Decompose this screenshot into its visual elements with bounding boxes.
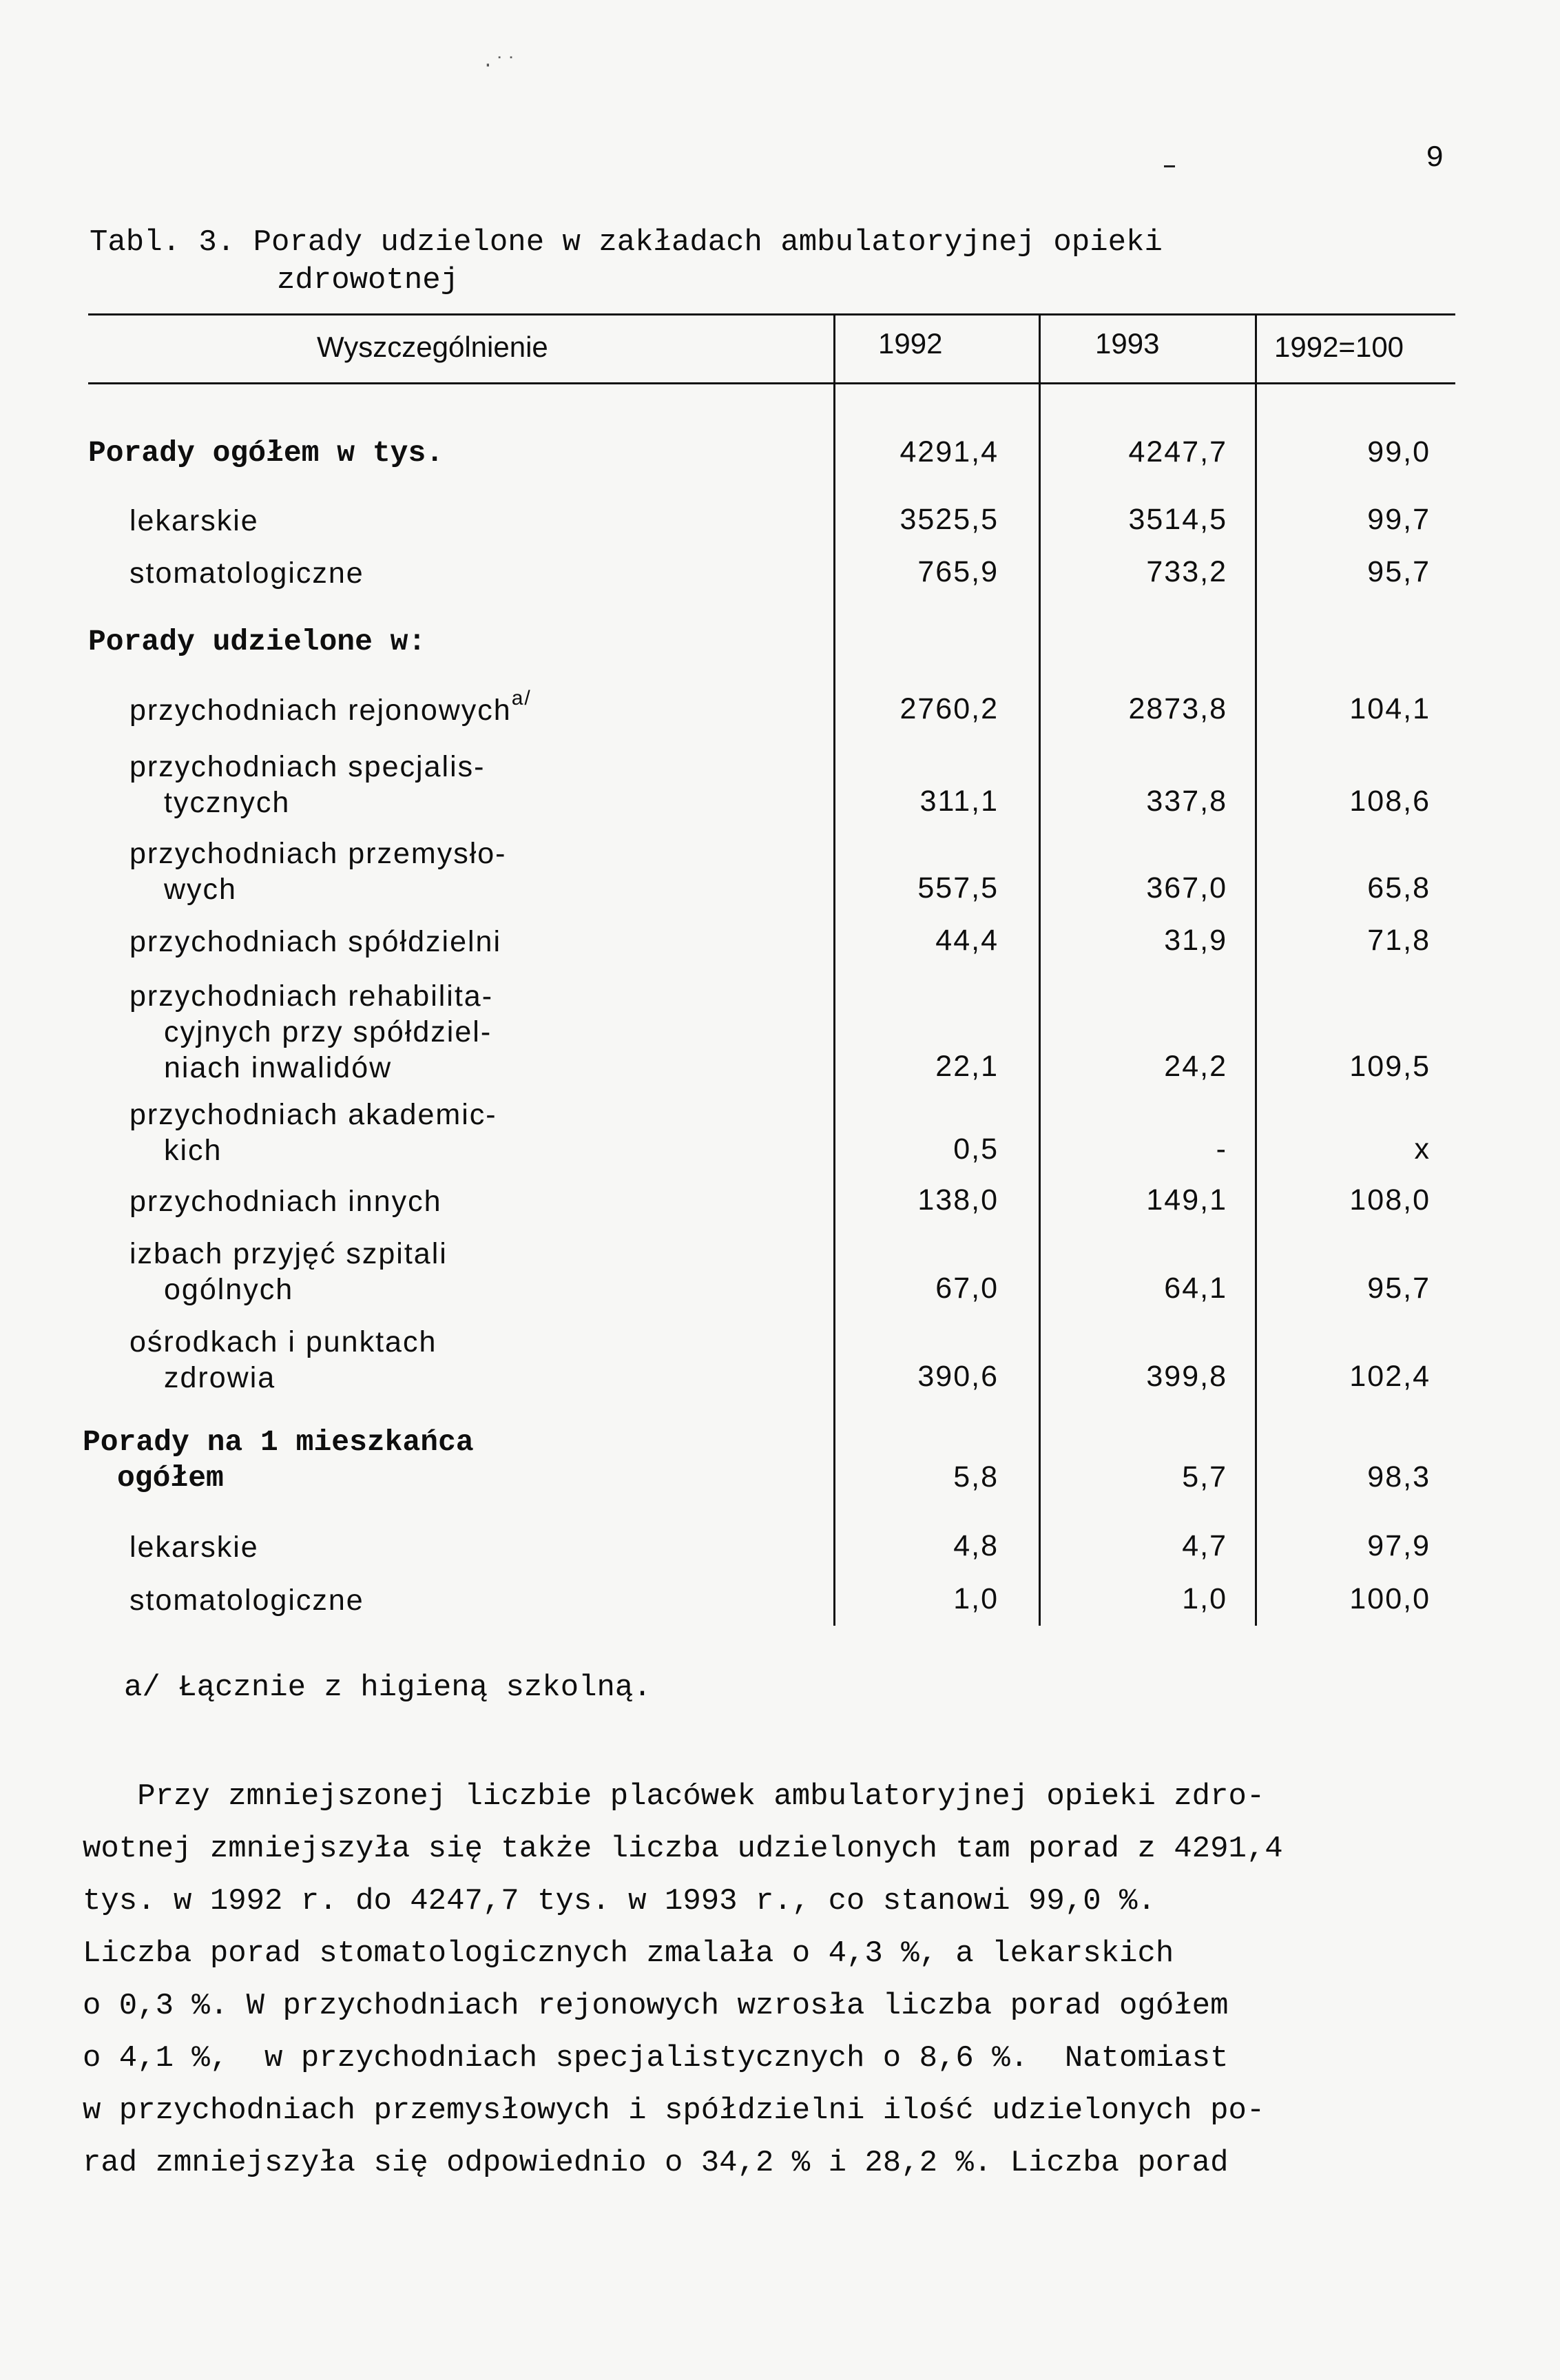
- paragraph-line: w przychodniach przemysłowych i spółdzielni ilość udzielonych po-: [83, 2093, 1265, 2128]
- row-label: [129, 503, 259, 539]
- value-cell: 5,7: [1182, 1460, 1227, 1493]
- value-cell: 4,8: [953, 1529, 999, 1562]
- row-label: [129, 978, 493, 1086]
- value-cell: 95,7: [1367, 555, 1431, 588]
- value-cell: 138,0: [917, 1183, 999, 1217]
- row-label-line: Porady udzielone w:: [88, 625, 426, 659]
- row-label-line: zdrowia: [164, 1361, 276, 1394]
- row-label: [129, 687, 532, 728]
- value-cell: 2760,2: [899, 692, 999, 725]
- row-label-line: ośrodkach i punktach: [129, 1325, 437, 1358]
- value-cell: 109,5: [1349, 1050, 1431, 1083]
- row-label: [129, 924, 501, 960]
- row-label-line: przychodniach przemysło-: [129, 837, 507, 870]
- row-label-line: lekarskie: [129, 1531, 259, 1564]
- row-label: [129, 1324, 437, 1396]
- row-label-line: przychodniach spółdzielni: [129, 925, 502, 958]
- value-cell: 44,4: [935, 924, 999, 957]
- value-cell: 71,8: [1367, 924, 1431, 957]
- value-cell: 367,0: [1146, 871, 1227, 904]
- paragraph-line: o 0,3 %. W przychodniach rejonowych wzrosła liczba porad ogółem: [83, 1989, 1229, 2023]
- value-cell: 733,2: [1146, 555, 1227, 588]
- row-label-line: ogólnych: [164, 1273, 294, 1306]
- value-cell: 95,7: [1367, 1272, 1431, 1305]
- row-label-line: niach inwalidów: [164, 1051, 393, 1084]
- value-cell: 0,5: [953, 1132, 999, 1166]
- value-cell: 108,6: [1349, 785, 1431, 818]
- row-label-line: kich: [164, 1134, 222, 1167]
- scan-speck: ·˙˙: [482, 55, 517, 76]
- value-cell: 67,0: [935, 1272, 999, 1305]
- paragraph-line: tys. w 1992 r. do 4247,7 tys. w 1993 r., co stanowi 99,0 %.: [83, 1884, 1156, 1918]
- row-label: [129, 555, 364, 591]
- row-label-line: przychodniach rejonowych$^{a/}$: [129, 687, 532, 727]
- paragraph-line: Przy zmniejszonej liczbie placówek ambulatoryjnej opieki zdro-: [83, 1779, 1265, 1814]
- row-label: [129, 1236, 448, 1307]
- header-index: 1992=100: [1274, 331, 1404, 363]
- row-label-line: przychodniach rehabilita-: [129, 980, 494, 1013]
- value-cell: -: [1216, 1132, 1227, 1166]
- row-label-line: ogółem: [117, 1461, 224, 1495]
- row-label: [83, 1425, 474, 1496]
- paragraph-line: o 4,1 %, w przychodniach specjalistycznych o 8,6 %. Natomiast: [83, 2041, 1229, 2076]
- row-label-line: wych: [164, 873, 237, 906]
- value-cell: 4,7: [1182, 1529, 1227, 1562]
- column-divider-2: [1039, 313, 1041, 1626]
- value-cell: 99,7: [1367, 503, 1431, 536]
- row-label: [88, 435, 444, 471]
- value-cell: 24,2: [1164, 1050, 1227, 1083]
- value-cell: 108,0: [1349, 1183, 1431, 1217]
- value-cell: 390,6: [917, 1360, 999, 1393]
- paragraph-line: rad zmniejszyła się odpowiednio o 34,2 % i 28,2 %. Liczba porad: [83, 2146, 1229, 2180]
- row-label: [129, 836, 506, 907]
- table-title-line2: zdrowotnej: [277, 263, 459, 298]
- row-label: [129, 749, 485, 820]
- scan-dash-mark: [1164, 165, 1175, 167]
- value-cell: 104,1: [1349, 692, 1431, 725]
- header-1992: 1992: [878, 327, 943, 360]
- row-label-line: Porady na 1 mieszkańca: [83, 1425, 474, 1459]
- value-cell: 102,4: [1349, 1360, 1431, 1393]
- header-description: Wyszczególnienie: [317, 331, 548, 363]
- footnote-marker: a/: [511, 687, 532, 710]
- row-label-line: cyjnych przy spółdziel-: [164, 1015, 492, 1048]
- value-cell: x: [1414, 1132, 1431, 1166]
- paragraph-line: Liczba porad stomatologicznych zmalała o 4,3 %, a lekarskich: [83, 1936, 1174, 1971]
- value-cell: 98,3: [1367, 1460, 1431, 1493]
- value-cell: 4291,4: [899, 435, 999, 468]
- header-1993: 1993: [1095, 327, 1160, 360]
- value-cell: 31,9: [1164, 924, 1227, 957]
- table-header-rule: [88, 382, 1455, 384]
- row-label-line: stomatologiczne: [129, 1584, 364, 1617]
- footnote: a/ Łącznie z higieną szkolną.: [124, 1670, 652, 1705]
- value-cell: 557,5: [917, 871, 999, 904]
- row-label-line: przychodniach specjalis-: [129, 750, 486, 783]
- value-cell: 337,8: [1146, 785, 1227, 818]
- body-paragraph: [83, 1770, 1481, 2189]
- row-label-line: stomatologiczne: [129, 557, 364, 590]
- row-label: [129, 1529, 259, 1565]
- row-label-line: przychodniach innych: [129, 1185, 442, 1218]
- value-cell: 2873,8: [1128, 692, 1227, 725]
- value-cell: 64,1: [1164, 1272, 1227, 1305]
- value-cell: 149,1: [1146, 1183, 1227, 1217]
- row-label: [129, 1097, 497, 1168]
- value-cell: 65,8: [1367, 871, 1431, 904]
- row-label-line: lekarskie: [129, 504, 259, 537]
- table-title: [90, 224, 1433, 300]
- value-cell: 22,1: [935, 1050, 999, 1083]
- value-cell: 311,1: [919, 785, 999, 818]
- value-cell: 99,0: [1367, 435, 1431, 468]
- row-label-line: Porady ogółem w tys.: [88, 436, 444, 470]
- value-cell: 1,0: [953, 1582, 999, 1615]
- value-cell: 765,9: [917, 555, 999, 588]
- page-number: 9: [1426, 141, 1444, 176]
- row-label-line: przychodniach akademic-: [129, 1098, 497, 1131]
- value-cell: 5,8: [953, 1460, 999, 1493]
- row-label-line: izbach przyjęć szpitali: [129, 1237, 448, 1270]
- row-label: [88, 624, 426, 660]
- row-label: [129, 1183, 442, 1219]
- table-title-line1: Tabl. 3. Porady udzielone w zakładach ambulatoryjnej opieki: [90, 225, 1163, 260]
- value-cell: 3514,5: [1128, 503, 1227, 536]
- value-cell: 399,8: [1146, 1360, 1227, 1393]
- value-cell: 3525,5: [899, 503, 999, 536]
- value-cell: 97,9: [1367, 1529, 1431, 1562]
- value-cell: 4247,7: [1128, 435, 1227, 468]
- row-label: [129, 1582, 364, 1618]
- value-cell: 1,0: [1182, 1582, 1227, 1615]
- value-cell: 100,0: [1349, 1582, 1431, 1615]
- row-label-line: tycznych: [164, 786, 291, 819]
- table-top-rule: [88, 313, 1455, 315]
- paragraph-line: wotnej zmniejszyła się także liczba udzielonych tam porad z 4291,4: [83, 1832, 1283, 1866]
